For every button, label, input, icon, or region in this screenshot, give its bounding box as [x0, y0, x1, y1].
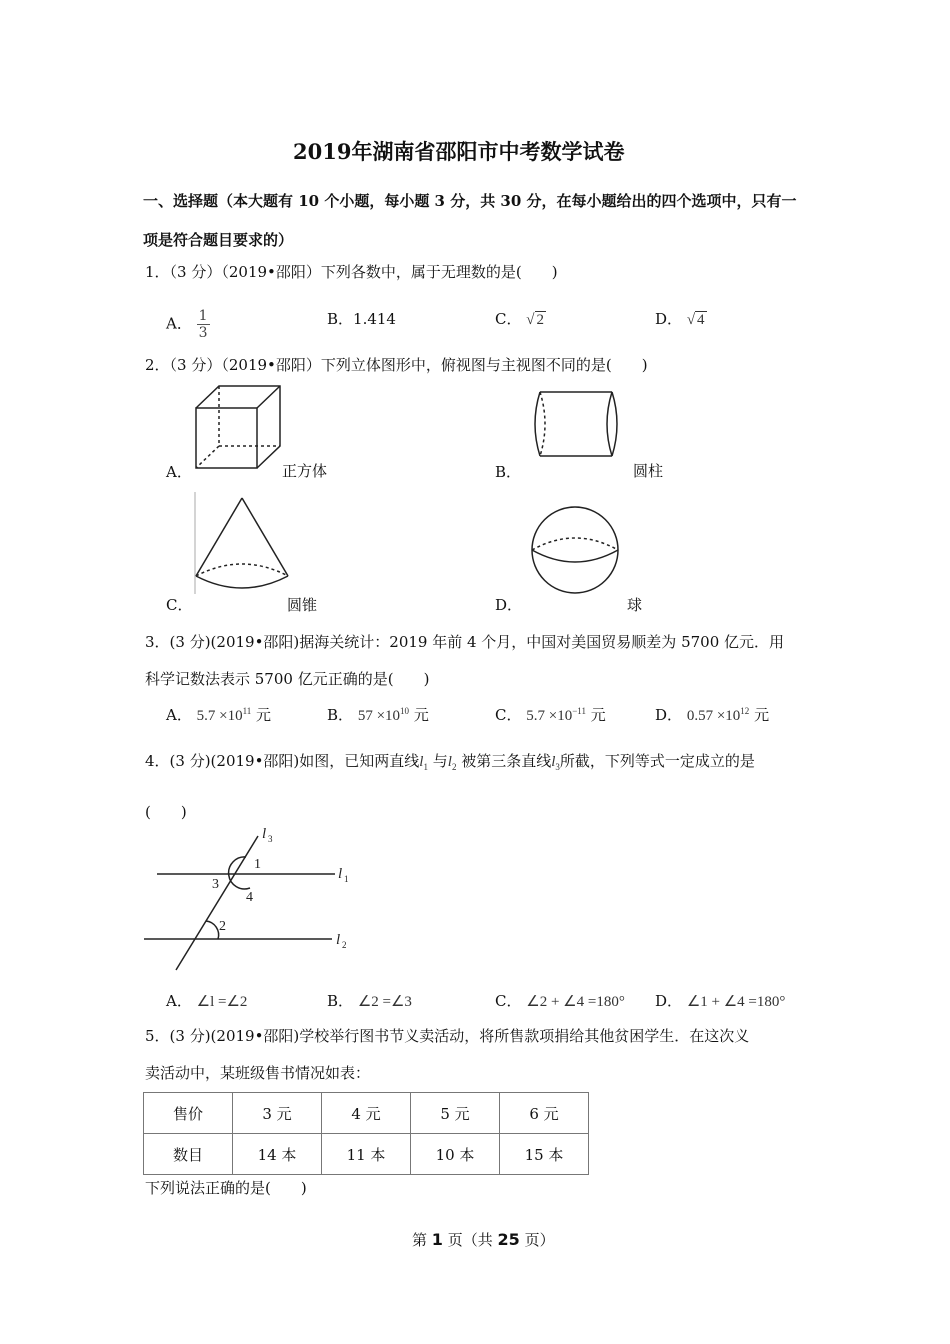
fig-label-l3: l	[262, 826, 267, 842]
section-heading-line2: 项是符合题目要求的）	[143, 231, 294, 249]
cylinder-figure	[530, 388, 630, 463]
table-cell: 4 元	[322, 1093, 411, 1134]
q5-stem-line2: 卖活动中，某班级售书情况如表：	[145, 1064, 371, 1082]
q4-option-a	[166, 990, 247, 1011]
q3-option-c-base: 5.7 ×10	[526, 708, 573, 724]
sqrt-icon: √ 2	[526, 312, 544, 328]
q3-option-b-base: 57 ×10	[357, 708, 401, 724]
q3-option-a-label: A．	[166, 706, 192, 724]
table-row	[144, 1093, 589, 1134]
q1-stem: 1．（3 分）（2019•邵阳）下列各数中，属于无理数的是( )	[145, 263, 558, 281]
table-cell: 14 本	[233, 1134, 322, 1175]
q3-option-d-base: 0.57 ×10	[686, 708, 741, 724]
footer-page-number: 1	[431, 1230, 443, 1249]
fig-angle-2: 2	[219, 919, 226, 934]
q1-fraction	[197, 308, 210, 341]
fig-angle-1: 1	[254, 857, 261, 872]
q4-stem-and: 与	[432, 752, 448, 770]
q4-option-d-label: D．	[655, 992, 683, 1010]
parallel-lines-figure	[140, 824, 370, 974]
q3-option-a	[166, 704, 271, 725]
q3-option-b-label: B．	[327, 706, 354, 724]
q1-option-c-label: C．	[495, 310, 522, 328]
q3-option-d-exp: 12	[740, 706, 750, 716]
fig-label-l1-sub: 1	[344, 874, 349, 884]
fig-label-l3-sub: 3	[268, 834, 273, 844]
q1-option-d-radicand: 4	[697, 312, 705, 328]
table-cell: 6 元	[500, 1093, 589, 1134]
q4-option-c-expr: ∠2 + ∠4 =180°	[526, 994, 625, 1010]
q4-l1-letter: l	[419, 754, 424, 770]
q1-frac-num: 1	[198, 308, 208, 324]
fig-angle-3: 3	[212, 877, 219, 892]
q3-option-a-exp: 11	[242, 706, 252, 716]
q3-option-c-label: C．	[495, 706, 522, 724]
q2-option-c-label: C．	[166, 596, 193, 614]
q1-option-b: B．1.414	[327, 310, 396, 328]
footer-post: 页）	[524, 1231, 555, 1249]
fig-label-l2: l	[336, 932, 341, 948]
q2-option-d-label: D．	[495, 596, 523, 614]
q4-stem-part3: 所截，下列等式一定成立的是	[559, 752, 755, 770]
q3-option-a-unit: 元	[256, 706, 272, 724]
footer-pre: 第	[412, 1231, 428, 1249]
q4-option-a-expr: ∠l =∠2	[196, 994, 248, 1010]
q5-after-table: 下列说法正确的是( )	[145, 1179, 307, 1197]
q4-l1-sub: 1	[423, 762, 428, 772]
page-footer	[412, 1229, 555, 1250]
q1-option-c-radicand: 2	[536, 312, 544, 328]
q3-option-d-label: D．	[655, 706, 683, 724]
q2-option-a-name: 正方体	[282, 462, 328, 480]
q4-option-b-expr: ∠2 =∠3	[357, 994, 412, 1010]
q2-option-c-name: 圆锥	[287, 596, 318, 614]
q4-stem-line1	[145, 750, 755, 772]
q1-frac-den: 3	[198, 325, 208, 341]
q3-option-d-unit: 元	[754, 706, 770, 724]
cone-figure	[190, 490, 295, 600]
section-heading-line1: 一、选择题（本大题有 10 个小题，每小题 3 分，共 30 分，在每小题给出的四个选项中，只有一	[143, 192, 797, 210]
cube-figure	[192, 382, 292, 472]
q5-stem-line1: 5．(3 分)(2019•邵阳)学校举行图书节义卖活动，将所售款项捐给其他贫困学生．在这次义	[145, 1027, 750, 1045]
fig-label-l2-sub: 2	[342, 940, 347, 950]
footer-mid: 页（共	[447, 1231, 493, 1249]
table-cell: 5 元	[411, 1093, 500, 1134]
sales-table	[143, 1092, 589, 1175]
q3-option-c	[495, 704, 606, 725]
sphere-figure	[528, 506, 624, 596]
q3-option-b-unit: 元	[413, 706, 429, 724]
q4-option-a-label: A．	[166, 992, 192, 1010]
q4-stem-part1: 4．(3 分)(2019•邵阳)如图，已知两直线	[145, 752, 420, 770]
table-cell: 数目	[144, 1134, 233, 1175]
q3-option-c-unit: 元	[590, 706, 606, 724]
q1-option-d	[655, 308, 707, 329]
fig-angle-4: 4	[246, 890, 253, 905]
q4-l2-sub: 2	[451, 762, 457, 772]
page-title: 2019年湖南省邵阳市中考数学试卷	[293, 139, 625, 164]
q1-option-a	[166, 308, 210, 341]
q4-option-c	[495, 990, 625, 1011]
sqrt-icon: √ 4	[686, 312, 705, 328]
q3-option-c-exp: −11	[572, 706, 586, 716]
q4-stem-line2: ( )	[145, 803, 187, 821]
q3-option-b-exp: 10	[400, 706, 410, 716]
table-cell: 10 本	[411, 1134, 500, 1175]
q4-option-b-label: B．	[327, 992, 354, 1010]
q3-stem-line2: 科学记数法表示 5700 亿元正确的是( )	[145, 670, 430, 688]
q4-l3-sub: 3	[555, 762, 560, 772]
q4-l3-letter: l	[551, 754, 556, 770]
table-row	[144, 1134, 589, 1175]
fig-label-l1: l	[338, 866, 343, 882]
q1-option-d-label: D．	[655, 310, 683, 328]
q2-option-a-label: A．	[166, 463, 192, 481]
q2-option-d-name: 球	[627, 596, 643, 614]
q1-option-a-label: A．	[166, 314, 192, 333]
q2-stem: 2．（3 分）（2019•邵阳）下列立体图形中，俯视图与主视图不同的是( )	[145, 356, 648, 374]
q4-stem-part2: 被第三条直线	[461, 752, 552, 770]
table-cell: 售价	[144, 1093, 233, 1134]
table-cell: 11 本	[322, 1134, 411, 1175]
footer-total-pages: 25	[497, 1230, 520, 1249]
q2-option-b-label: B．	[495, 463, 522, 481]
q4-option-d-expr: ∠1 + ∠4 =180°	[686, 994, 786, 1010]
q3-option-d	[655, 704, 769, 725]
q4-l2-letter: l	[447, 754, 452, 770]
table-cell: 3 元	[233, 1093, 322, 1134]
q3-stem-line1: 3．(3 分)(2019•邵阳)据海关统计：2019 年前 4 个月，中国对美国贸易顺差为 5700 亿元．用	[145, 633, 785, 651]
table-cell: 15 本	[500, 1134, 589, 1175]
q3-option-a-base: 5.7 ×10	[196, 708, 243, 724]
q1-option-c	[495, 308, 546, 329]
q4-option-d	[655, 990, 785, 1011]
q3-option-b	[327, 704, 429, 725]
q4-option-c-label: C．	[495, 992, 522, 1010]
q4-option-b	[327, 990, 412, 1011]
q2-option-b-name: 圆柱	[633, 462, 664, 480]
